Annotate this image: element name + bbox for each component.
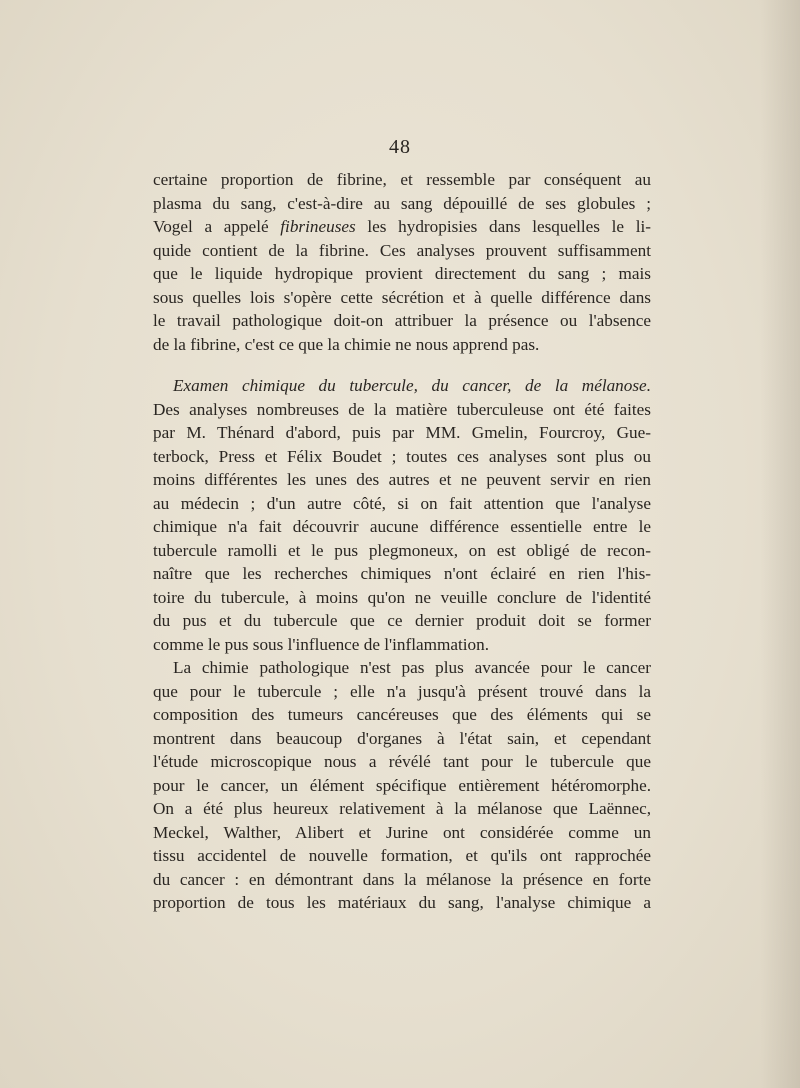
text-line: moins différentes les unes des autres et ne peuvent servir en rien [153, 470, 651, 490]
page-number: 48 [389, 136, 411, 158]
text-line: l'étude microscopique nous a révélé tant pour le tubercule que [153, 752, 651, 772]
text-line: tissu accidentel de nouvelle formation, et qu'ils ont rapprochée [153, 846, 651, 866]
text-line: sous quelles lois s'opère cette sécrétion et à quelle différence dans [153, 287, 651, 307]
text-line: La chimie pathologique n'est pas plus avancée pour le cancer [173, 658, 651, 677]
text-line: terbock, Press et Félix Boudet ; toutes ces analyses sont plus ou [153, 446, 651, 466]
text-line: par M. Thénard d'abord, puis par MM. Gmelin, Fourcroy, Gue- [153, 423, 651, 443]
italic-term: fibrineuses [280, 217, 356, 237]
text-line: que pour le tubercule ; elle n'a jusqu'à présent trouvé dans la [153, 681, 651, 701]
text-line: du cancer : en démontrant dans la mélanose la présence en forte [153, 869, 651, 889]
paragraph-1 [153, 168, 651, 356]
text-line: quide contient de la fibrine. Ces analyses prouvent suffisamment [153, 240, 651, 260]
text-line: proportion de tous les matériaux du sang, l'analyse chimique a [153, 893, 651, 913]
text-line: au médecin ; d'un autre côté, si on fait attention que l'analyse [153, 493, 651, 513]
text-line [153, 215, 651, 239]
text-line: tubercule ramolli et le pus plegmoneux, on est obligé de recon- [153, 540, 651, 560]
text-line: pour le cancer, un élément spécifique entièrement hétéromorphe. [153, 775, 651, 795]
text-line: de la fibrine, c'est ce que la chimie ne nous apprend pas. [153, 334, 540, 354]
text-fragment: Vogel a appelé [153, 217, 281, 237]
text-line: chimique n'a fait découvrir aucune différence essentielle entre le [153, 517, 651, 537]
text-line: certaine proportion de fibrine, et ressemble par conséquent au [153, 170, 651, 189]
paragraph-2 [153, 374, 651, 657]
text-line: comme le pus sous l'influence de l'inflammation. [153, 635, 490, 655]
text-line: composition des tumeurs cancéreuses que des éléments qui se [153, 705, 651, 725]
text-line: que le liquide hydropique provient directement du sang ; mais [153, 264, 651, 284]
text-line: Des analyses nombreuses de la matière tuberculeuse ont été faites [153, 399, 651, 419]
text-line: toire du tubercule, à moins qu'on ne veuille conclure de l'identité [153, 587, 651, 607]
text-line: On a été plus heureux relativement à la mélanose que Laënnec, [153, 799, 651, 819]
text-line: Meckel, Walther, Alibert et Jurine ont considérée comme un [153, 822, 651, 842]
text-line: naître que les recherches chimiques n'ont éclairé en rien l'his- [153, 564, 651, 584]
paragraph-3 [153, 656, 651, 915]
text-line: le travail pathologique doit-on attribuer la présence ou l'absence [153, 311, 651, 331]
text-line: du pus et du tubercule que ce dernier produit doit se former [153, 611, 651, 631]
section-heading: Examen chimique du tubercule, du cancer, de la mélanose. [173, 376, 651, 395]
text-line: plasma du sang, c'est-à-dire au sang dépouillé de ses globules ; [153, 193, 651, 213]
text-line: montrent dans beaucoup d'organes à l'état sain, et cependant [153, 728, 651, 748]
text-fragment: les hydropisies dans lesquelles le li- [355, 217, 651, 237]
